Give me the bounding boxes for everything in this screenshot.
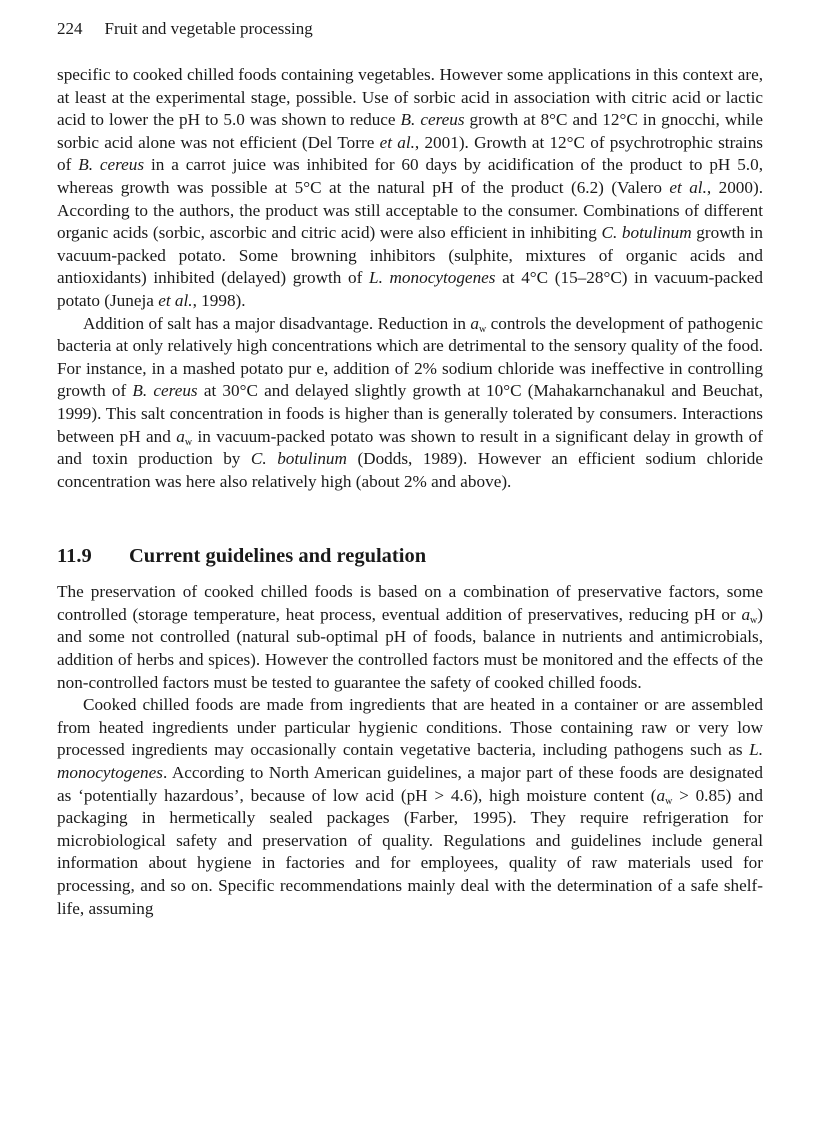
paragraph-3 [57,581,763,694]
italic-text: a [656,785,666,805]
text-run: . According to North American guidelines, a major part of these foods are designated as ‘potentially hazardous’, because of low acid (pH > 4.6), high moisture content ( [57,763,763,805]
italic-text: et al. [669,177,707,197]
text-run: Cooked chilled foods are made from ingredients that are heated in a container or are assembled from heated ingredients under particular hygienic conditions. Those containing raw or very low processed ingredients may occasionally contain vegetative bacteria, including pathogens such as [57,695,763,760]
italic-text: et al. [379,132,415,152]
text-run: specific to cooked chilled foods containing vegetables. However some applications in this context are, at least at the experimental stage, possible. Use of sorbic acid in association with citric acid or lactic acid to lower the pH to 5.0 was shown to reduce [57,65,763,130]
text-run: (Dodds, 1989). However an efficient sodium chloride concentration was here also relatively high (about 2% and above). [57,449,763,491]
text-run: in a carrot juice was inhibited for 60 days by acidification of the product to pH 5.0, whereas growth was possible at 5°C at the natural pH of the product (6.2) (Valero [57,155,763,197]
text-run: > 0.85) and packaging in hermetically sealed packages (Farber, 1995). They require refrigeration for microbiological safety and preservation of quality. Regulations and guidelines include general information about hygiene in factories and for employees, quality of raw materials used for processing, and so on. Specific recommendations mainly deal with the determination of a safe shelf-life, assuming [57,785,763,918]
italic-text: C. botulinum [250,449,347,469]
subscript: w [184,436,193,448]
book-page [57,18,763,920]
section-number: 11.9 [57,545,92,568]
text-run: at 4°C (15–28°C) in vacuum-packed potato (Juneja [57,268,763,310]
italic-text: L. monocytogenes [57,740,763,783]
italic-text: et al. [158,290,193,310]
italic-text: B. cereus [400,110,465,130]
text-run: , 1998). [192,290,246,310]
text-run: in vacuum-packed potato was shown to result in a significant delay in growth of and toxin production by [57,426,763,469]
italic-text: C. botulinum [601,223,692,243]
paragraph-2 [57,313,763,494]
text-run: , 2001). Growth at 12°C of psychrotrophic strains of [57,132,763,175]
italic-text: B. cereus [78,155,145,175]
text-run: The preservation of cooked chilled foods is based on a combination of preservative factors, some controlled (storage temperature, heat process, eventual addition of preservatives, reducing pH or [57,582,763,624]
subscript: w [665,795,673,807]
italic-text: a [741,604,751,624]
text-run: growth in vacuum-packed potato. Some browning inhibitors (sulphite, mixtures of organic acids and antioxidants) inhibited (delayed) growth of [57,223,764,288]
italic-text: a [176,426,185,446]
text-run: controls the development of pathogenic bacteria at only relatively high concentrations which are detrimental to the sensory quality of the food. For instance, in a mashed potato pur e, addition of 2% sodium chloride was ineffective in controlling growth of [57,313,763,401]
italic-text: L. monocytogenes [369,268,496,288]
running-head [57,18,763,40]
paragraph-1 [57,64,763,313]
text-run: growth at 8°C and 12°C in gnocchi, while sorbic acid alone was not efficient (Del Torre [57,110,764,152]
italic-text: B. cereus [132,381,198,401]
text-run: Addition of salt has a major disadvantage. Reduction in [83,313,471,333]
page-number: 224 [57,19,83,38]
running-title: Fruit and vegetable processing [104,19,313,38]
text-run: at 30°C and delayed slightly growth at 10°C (Mahakarnchanakul and Beuchat, 1999). This salt concentration in foods is higher than is generally tolerated by consumers. Interactions between pH and [57,381,763,446]
italic-text: a [470,313,479,333]
section-title: Current guidelines and regulation [129,545,427,568]
subscript: w [750,614,758,626]
subscript: w [478,323,487,335]
text-run: , 2000). According to the authors, the product was still acceptable to the consumer. Combinations of different organic acids (sorbic, ascorbic and citric acid) were also efficient in inhibiting [57,177,764,243]
text-run: ) and some not controlled (natural sub-optimal pH of foods, balance in nutrients and antimicrobials, addition of herbs and spices). However the controlled factors must be monitored and the effects of the non-controlled factors must be tested to guarantee the safety of cooked chilled foods. [57,604,763,692]
section-heading [57,543,763,569]
paragraph-4 [57,694,763,920]
